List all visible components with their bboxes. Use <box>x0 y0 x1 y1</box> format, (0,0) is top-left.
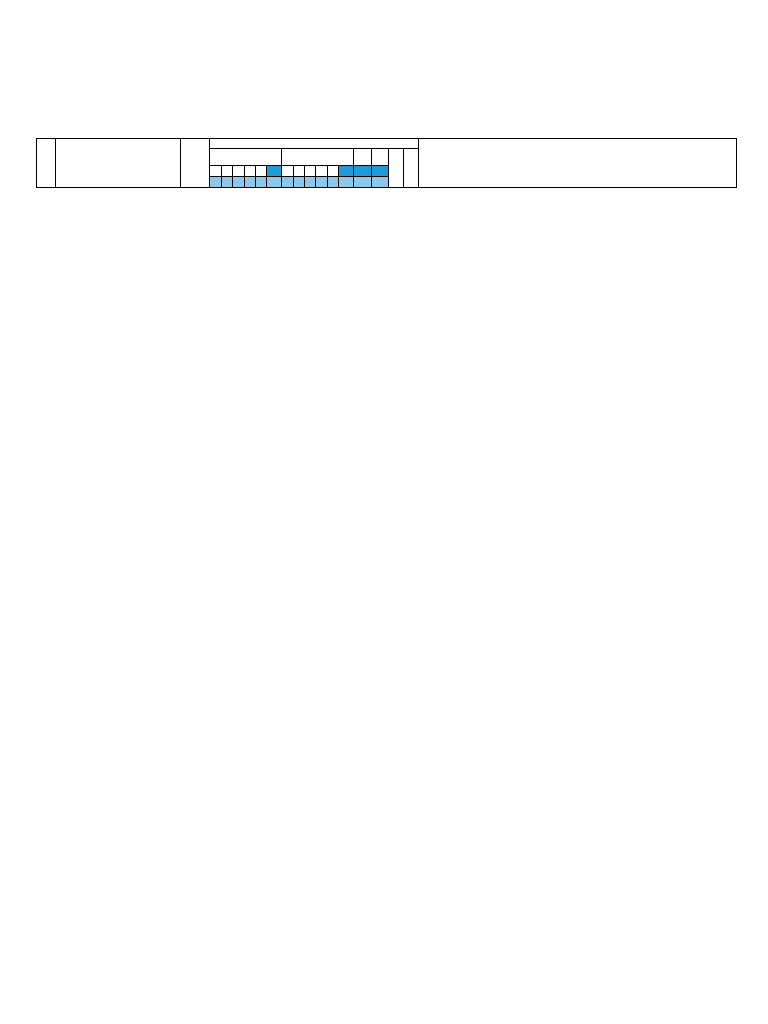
blue-strip <box>371 177 389 188</box>
nilai-title <box>210 139 419 149</box>
num-col <box>210 166 221 177</box>
blue-strip <box>210 177 221 188</box>
nama-header <box>55 139 180 188</box>
sikap-header <box>404 149 419 188</box>
blue-strip <box>233 177 244 188</box>
blue-strip <box>316 177 327 188</box>
r2-col <box>339 166 354 177</box>
num-col <box>327 166 338 177</box>
blue-strip <box>305 177 316 188</box>
ph-header <box>282 149 354 166</box>
rapor-header <box>389 149 404 188</box>
num-col <box>244 166 255 177</box>
r4-col <box>371 166 389 177</box>
blue-strip <box>267 177 282 188</box>
pas-header <box>371 149 389 166</box>
num-col <box>221 166 232 177</box>
blue-strip <box>339 177 354 188</box>
blue-strip <box>327 177 338 188</box>
num-col <box>233 166 244 177</box>
grade-table-top <box>36 138 737 188</box>
tugas-header <box>210 149 282 166</box>
num-col <box>256 166 267 177</box>
num-col <box>305 166 316 177</box>
r1-col <box>267 166 282 177</box>
pk-header <box>180 139 209 188</box>
pts-header <box>354 149 372 166</box>
deskripsi-header <box>418 139 736 188</box>
blue-strip <box>221 177 232 188</box>
num-col <box>282 166 293 177</box>
blue-strip <box>282 177 293 188</box>
num-col <box>293 166 304 177</box>
blue-strip <box>256 177 267 188</box>
no-header <box>37 139 56 188</box>
num-col <box>316 166 327 177</box>
blue-strip <box>244 177 255 188</box>
blue-strip <box>354 177 372 188</box>
r3-col <box>354 166 372 177</box>
blue-strip <box>293 177 304 188</box>
